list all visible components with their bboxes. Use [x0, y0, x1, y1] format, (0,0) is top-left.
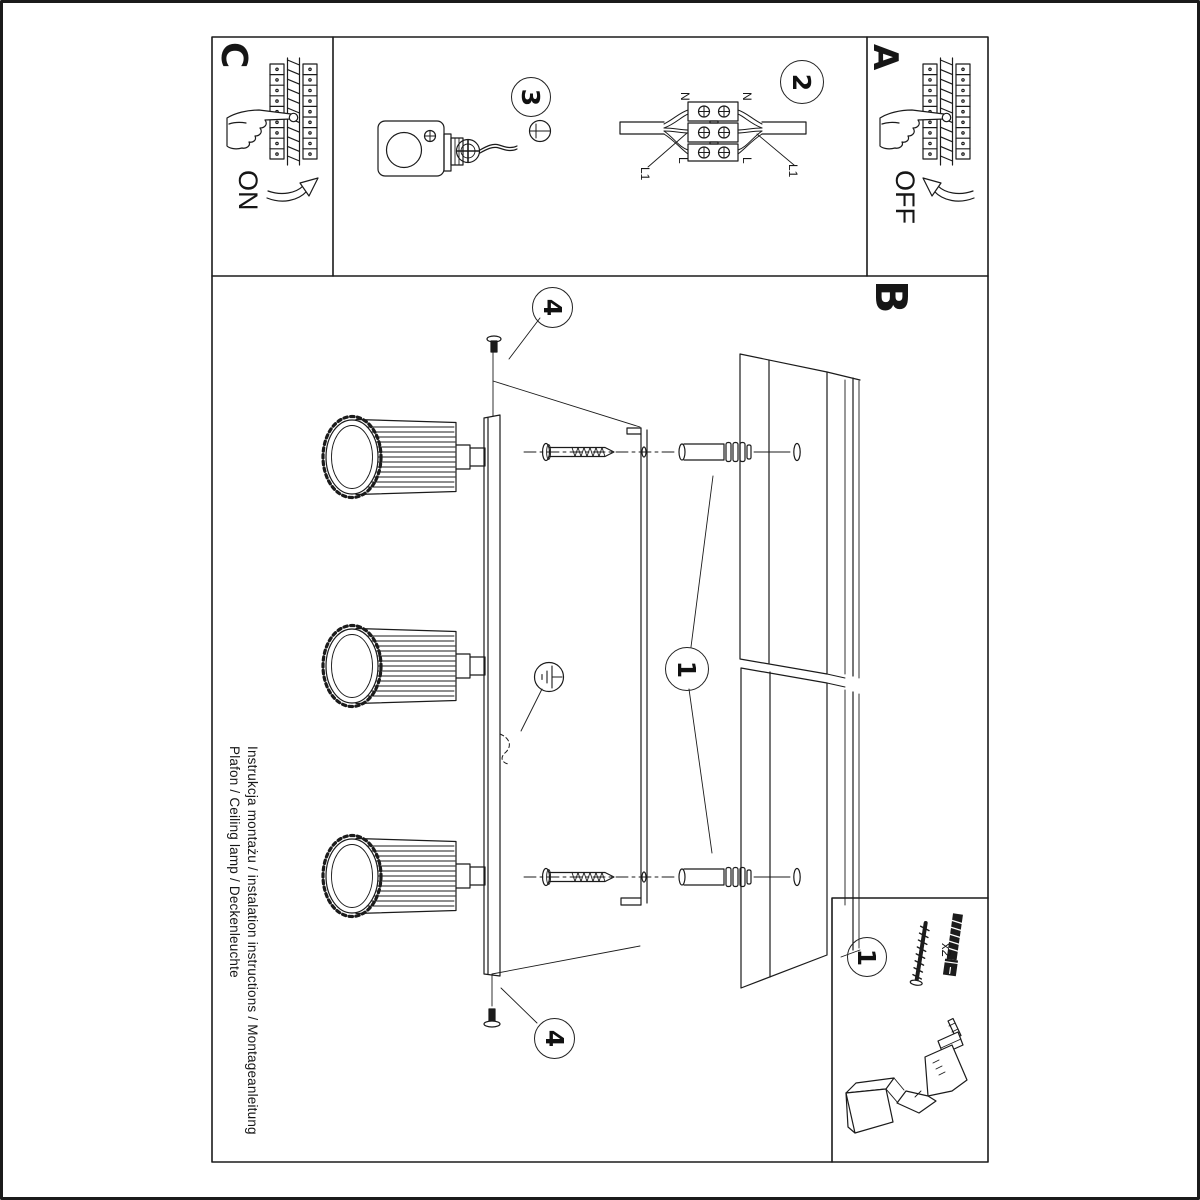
step-badge-2	[780, 60, 824, 104]
terminal-label-n-right: N	[740, 92, 754, 101]
drill-hole	[794, 444, 800, 461]
step-number: 4	[538, 298, 567, 317]
terminal-label-n-left: N	[678, 92, 692, 101]
off-arrow	[923, 178, 974, 201]
step-badge-1-wall	[665, 647, 709, 691]
section-b-letter: B	[865, 280, 916, 314]
hand-icon	[227, 110, 291, 149]
wall-plug	[679, 868, 751, 887]
step-number: 2	[787, 73, 817, 91]
panel-a-off-label: OFF	[890, 170, 920, 224]
parts-box-screw	[910, 922, 932, 986]
wire	[480, 144, 517, 150]
cable-left	[620, 122, 664, 134]
terminal-label-l-left: L	[676, 157, 690, 164]
panel-c-letter: C	[213, 42, 254, 69]
terminal-block	[620, 102, 806, 167]
sheet-frame	[2, 2, 1199, 1199]
mounting-bar	[484, 415, 500, 976]
panel-c-on-label: ON	[233, 170, 263, 211]
wire	[480, 147, 517, 153]
step-badge-3	[511, 77, 551, 117]
spot-head	[323, 417, 485, 498]
step-number: 4	[540, 1029, 569, 1048]
end-screw-top	[487, 336, 501, 352]
step-number: 1	[672, 660, 702, 678]
mounting-bracket	[621, 428, 647, 905]
footer-title-line: Instrukcja montażu / instalation instructions / Montageanleitung	[245, 746, 260, 1135]
footer-product-line: Plafon / Ceiling lamp / Deckenleuchte	[227, 746, 242, 978]
lamp-assembly	[323, 415, 509, 976]
on-arrow	[267, 178, 318, 201]
screwdriver-icon	[530, 121, 551, 142]
drill-hole	[794, 869, 800, 886]
screw-quantity-label: x2	[939, 943, 954, 957]
spot-head	[323, 626, 485, 707]
spot-head	[323, 836, 485, 917]
step-badge-4-top	[532, 287, 573, 328]
end-screw-bottom	[484, 1009, 500, 1027]
cable-clamp	[378, 121, 517, 176]
step-badge-1-parts	[847, 937, 887, 977]
panel-a-letter: A	[865, 44, 905, 71]
hand-icon	[880, 110, 944, 149]
mounting-hardware	[524, 443, 800, 887]
drill-icon	[846, 1019, 967, 1134]
leader-l1-right	[757, 134, 794, 165]
step-number: 1	[852, 948, 882, 966]
step-badge-4-bottom	[534, 1018, 575, 1059]
cable-right	[762, 122, 806, 134]
cable-notch	[500, 734, 509, 764]
terminal-label-l-right: L	[740, 157, 754, 164]
step-number: 3	[516, 88, 546, 106]
terminal-label-l1-right: L1	[786, 164, 800, 178]
earth-symbol	[521, 663, 564, 732]
terminal-label-l1-left: L1	[638, 167, 652, 181]
